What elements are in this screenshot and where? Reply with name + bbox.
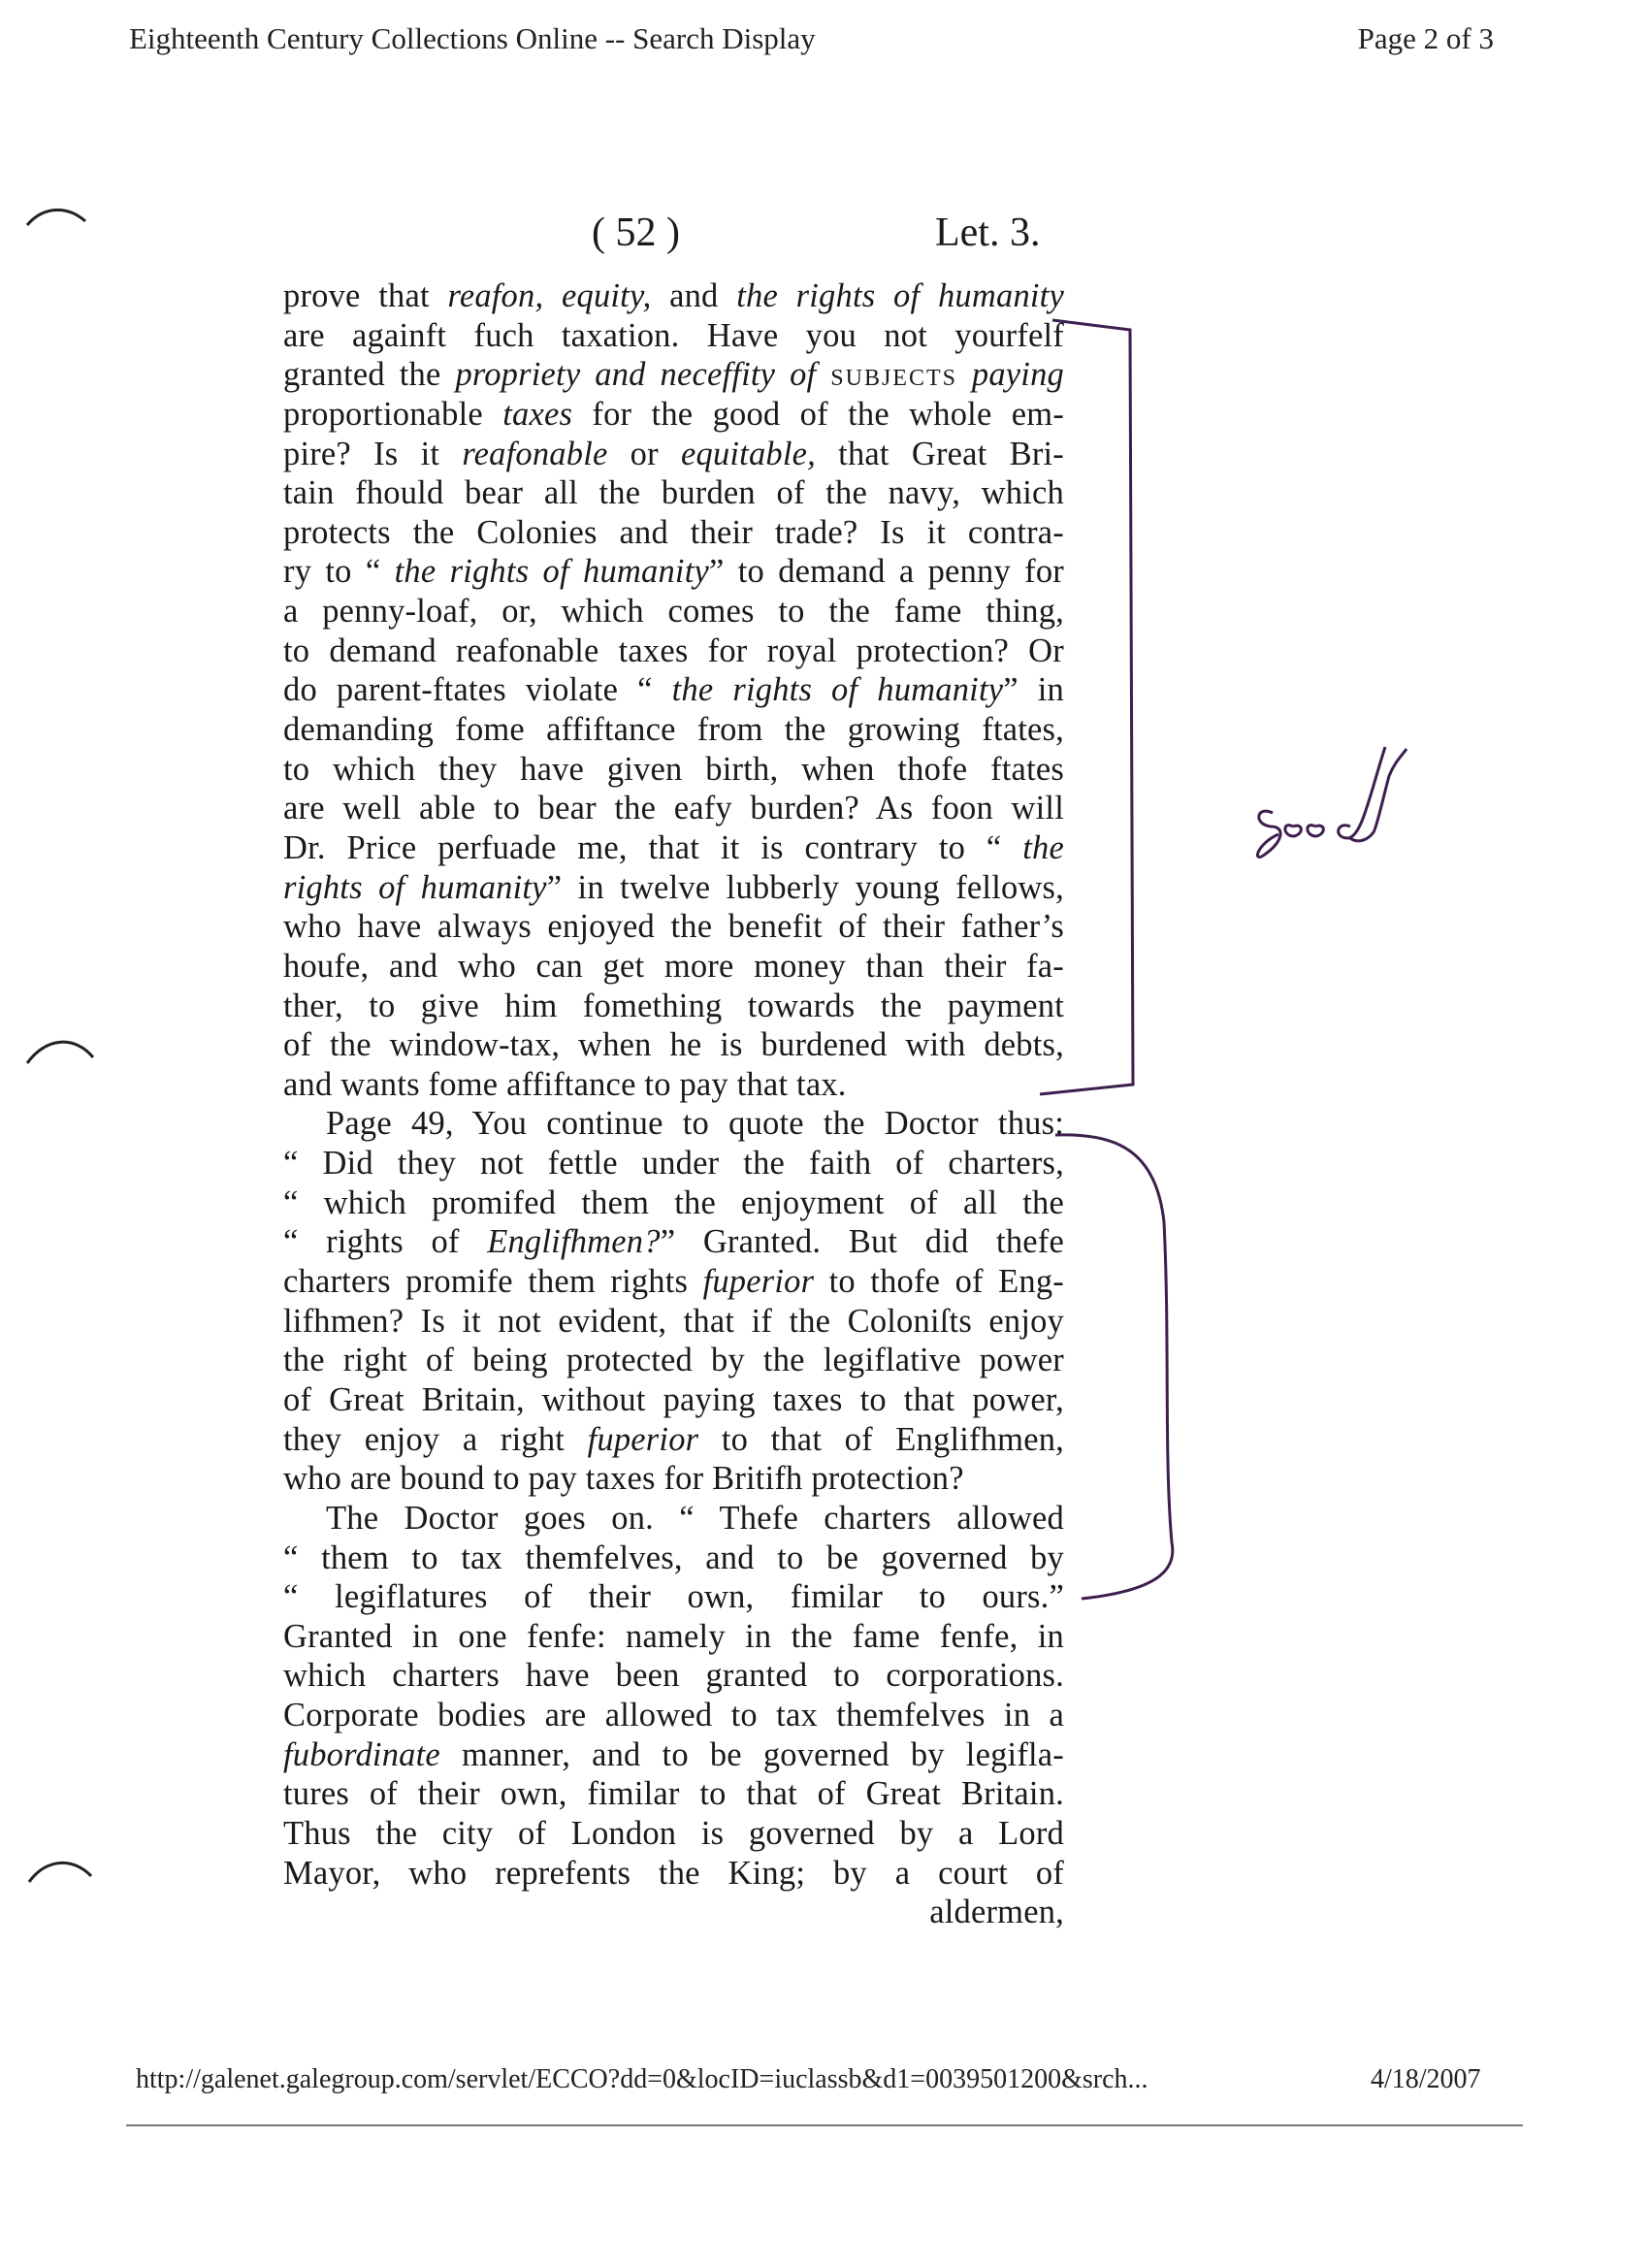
footer-divider <box>126 2124 1523 2126</box>
text-segment: rights of humanity <box>283 868 547 906</box>
text-line <box>283 710 1064 750</box>
text-line <box>283 868 1064 908</box>
text-segment: pire? Is it <box>283 435 463 472</box>
text-segment: propriety and neceffity of <box>455 356 831 394</box>
text-segment: aldermen, <box>929 1894 1064 1931</box>
text-line <box>283 552 1064 592</box>
text-line <box>283 316 1064 356</box>
text-line <box>283 1539 1064 1578</box>
scanned-text-body <box>283 276 1064 1932</box>
letter-number: Let. 3. <box>935 211 1041 255</box>
text-line <box>283 1222 1064 1262</box>
text-line <box>283 435 1064 474</box>
text-line <box>283 1656 1064 1696</box>
text-segment: demanding fome affiftance from the growing ftates, <box>283 711 1064 749</box>
text-segment: that Great Bri- <box>816 435 1064 472</box>
text-segment: to that of Englifhmen, <box>698 1420 1064 1458</box>
text-segment: ” in <box>1003 671 1065 709</box>
text-line <box>283 1065 1064 1105</box>
document-url: http://galenet.galegroup.com/servlet/ECCO?dd=0&locID=iuclassb&d1=0039501200&srch... <box>136 2064 1148 2094</box>
text-line <box>283 1025 1064 1065</box>
text-segment: “ Did they not fettle under the faith of charters, <box>283 1145 1064 1183</box>
text-segment: reafon, equity, <box>447 277 652 314</box>
text-line <box>283 907 1064 947</box>
text-segment: and wants fome affiftance to pay that tax. <box>283 1065 847 1103</box>
text-segment: Thus the city of London is governed by a Lord <box>283 1814 1064 1852</box>
text-segment: fuperior <box>702 1263 815 1301</box>
text-segment: who are bound to pay taxes for Britifh protection? <box>283 1460 964 1498</box>
text-segment: “ them to tax themfelves, and to be governed by <box>283 1539 1064 1576</box>
text-line <box>283 1577 1064 1617</box>
text-line <box>283 1774 1064 1814</box>
text-line <box>283 750 1064 790</box>
text-segment: subjects <box>830 356 957 394</box>
viewer-title: Eighteenth Century Collections Online -- Search Display <box>129 21 816 55</box>
text-line <box>283 789 1064 828</box>
text-segment: ther, to give him fomething towards the payment <box>283 987 1064 1024</box>
text-segment: and <box>651 277 737 314</box>
text-line <box>283 276 1064 316</box>
text-segment: the rights of humanity <box>736 277 1064 314</box>
text-segment: reafonable <box>462 435 608 472</box>
text-line <box>283 1420 1064 1460</box>
text-segment: granted the <box>283 356 456 394</box>
text-segment: the rights of humanity <box>394 553 709 591</box>
text-line <box>283 1262 1064 1302</box>
text-line <box>283 670 1064 710</box>
text-line <box>283 1696 1064 1735</box>
text-segment: Mayor, who reprefents the King; by a court of <box>283 1854 1064 1892</box>
text-segment: Granted in one fenfe: namely in the fame fenfe, in <box>283 1617 1064 1655</box>
text-line <box>283 987 1064 1026</box>
handwritten-good <box>1257 747 1406 857</box>
margin-mark-3 <box>29 1863 91 1882</box>
text-segment: are againft fuch taxation. Have you not yourfelf <box>283 316 1064 354</box>
text-segment: are well able to bear the eafy burden? As foon will <box>283 790 1064 827</box>
text-line <box>283 592 1064 632</box>
margin-mark-1 <box>27 210 85 225</box>
text-line <box>283 355 1064 395</box>
text-segment: “ which promifed them the enjoyment of all the <box>283 1183 1064 1221</box>
text-segment: prove that <box>283 277 448 314</box>
text-segment: or <box>607 435 681 472</box>
book-page-header <box>283 210 1059 268</box>
text-segment: Corporate bodies are allowed to tax themfelves in a <box>283 1697 1064 1734</box>
text-line <box>283 1499 1064 1539</box>
text-segment: Page 49, You continue to quote the Doctor thus: <box>326 1105 1064 1143</box>
text-line <box>283 513 1064 553</box>
text-line <box>283 1183 1064 1223</box>
text-segment: to thofe of Eng- <box>814 1263 1064 1301</box>
text-line <box>283 1735 1064 1775</box>
text-line <box>283 1814 1064 1854</box>
text-line <box>283 1617 1064 1657</box>
text-segment: Englifhmen? <box>487 1223 661 1261</box>
text-line <box>283 1104 1064 1144</box>
text-segment: The Doctor goes on. “ Thefe charters allowed <box>326 1499 1064 1537</box>
book-page-number: ( 52 ) <box>592 211 680 255</box>
text-segment: equitable, <box>680 435 816 472</box>
text-segment: proportionable <box>283 395 503 433</box>
text-line <box>283 1459 1064 1499</box>
text-segment: the <box>1022 828 1064 866</box>
text-segment: tain fhould bear all the burden of the navy, which <box>283 474 1064 512</box>
text-segment: tures of their own, fimilar to that of Great Britain. <box>283 1775 1064 1813</box>
text-segment: the right of being protected by the legiflative power <box>283 1342 1064 1379</box>
text-segment: to demand reafonable taxes for royal protection? Or <box>283 632 1064 669</box>
print-date: 4/18/2007 <box>1371 2064 1481 2094</box>
text-segment: fubordinate <box>283 1735 440 1773</box>
text-segment: houfe, and who can get more money than their fa- <box>283 947 1064 985</box>
text-segment: paying <box>956 356 1064 394</box>
text-segment: to which they have given birth, when thofe ftates <box>283 750 1064 788</box>
text-segment: “ legiflatures of their own, fimilar to ours.” <box>283 1578 1064 1616</box>
text-line <box>283 1380 1064 1420</box>
text-segment: of Great Britain, without paying taxes to that power, <box>283 1380 1064 1418</box>
text-segment: ” in twelve lubberly young fellows, <box>546 868 1064 906</box>
text-line <box>283 1302 1064 1342</box>
text-line <box>283 947 1064 987</box>
text-line <box>283 1893 1064 1932</box>
text-segment: ry to “ <box>283 553 395 591</box>
text-line <box>283 828 1064 868</box>
text-segment: lifhmen? Is it not evident, that if the Coloniſts enjoy <box>283 1302 1064 1340</box>
text-segment: the rights of humanity <box>671 671 1004 709</box>
page-indicator: Page 2 of 3 <box>1357 21 1494 55</box>
text-line <box>283 395 1064 435</box>
text-segment: Dr. Price perfuade me, that it is contrary to “ <box>283 828 1023 866</box>
text-segment: they enjoy a right <box>283 1420 588 1458</box>
text-segment: manner, and to be governed by legifla- <box>439 1735 1064 1773</box>
text-segment: charters promife them rights <box>283 1263 703 1301</box>
text-line <box>283 1854 1064 1894</box>
text-segment: for the good of the whole em- <box>572 395 1065 433</box>
text-segment: a penny-loaf, or, which comes to the fame thing, <box>283 593 1064 631</box>
text-line <box>283 632 1064 671</box>
text-segment: who have always enjoyed the benefit of their father’s <box>283 908 1064 946</box>
bracket-2 <box>1055 1135 1173 1599</box>
text-segment: ” Granted. But did thefe <box>660 1223 1064 1261</box>
text-segment: fuperior <box>587 1420 699 1458</box>
text-segment: taxes <box>502 395 573 433</box>
text-segment: do parent-ftates violate “ <box>283 671 672 709</box>
text-segment: ” to demand a penny for <box>709 553 1064 591</box>
text-segment: “ rights of <box>283 1223 488 1261</box>
text-segment: of the window-tax, when he is burdened with debts, <box>283 1026 1064 1064</box>
text-segment: protects the Colonies and their trade? Is it contra- <box>283 513 1064 551</box>
margin-mark-2 <box>27 1042 93 1063</box>
text-line <box>283 1341 1064 1380</box>
text-line <box>283 1144 1064 1183</box>
text-line <box>283 473 1064 513</box>
text-segment: which charters have been granted to corporations. <box>283 1657 1064 1695</box>
